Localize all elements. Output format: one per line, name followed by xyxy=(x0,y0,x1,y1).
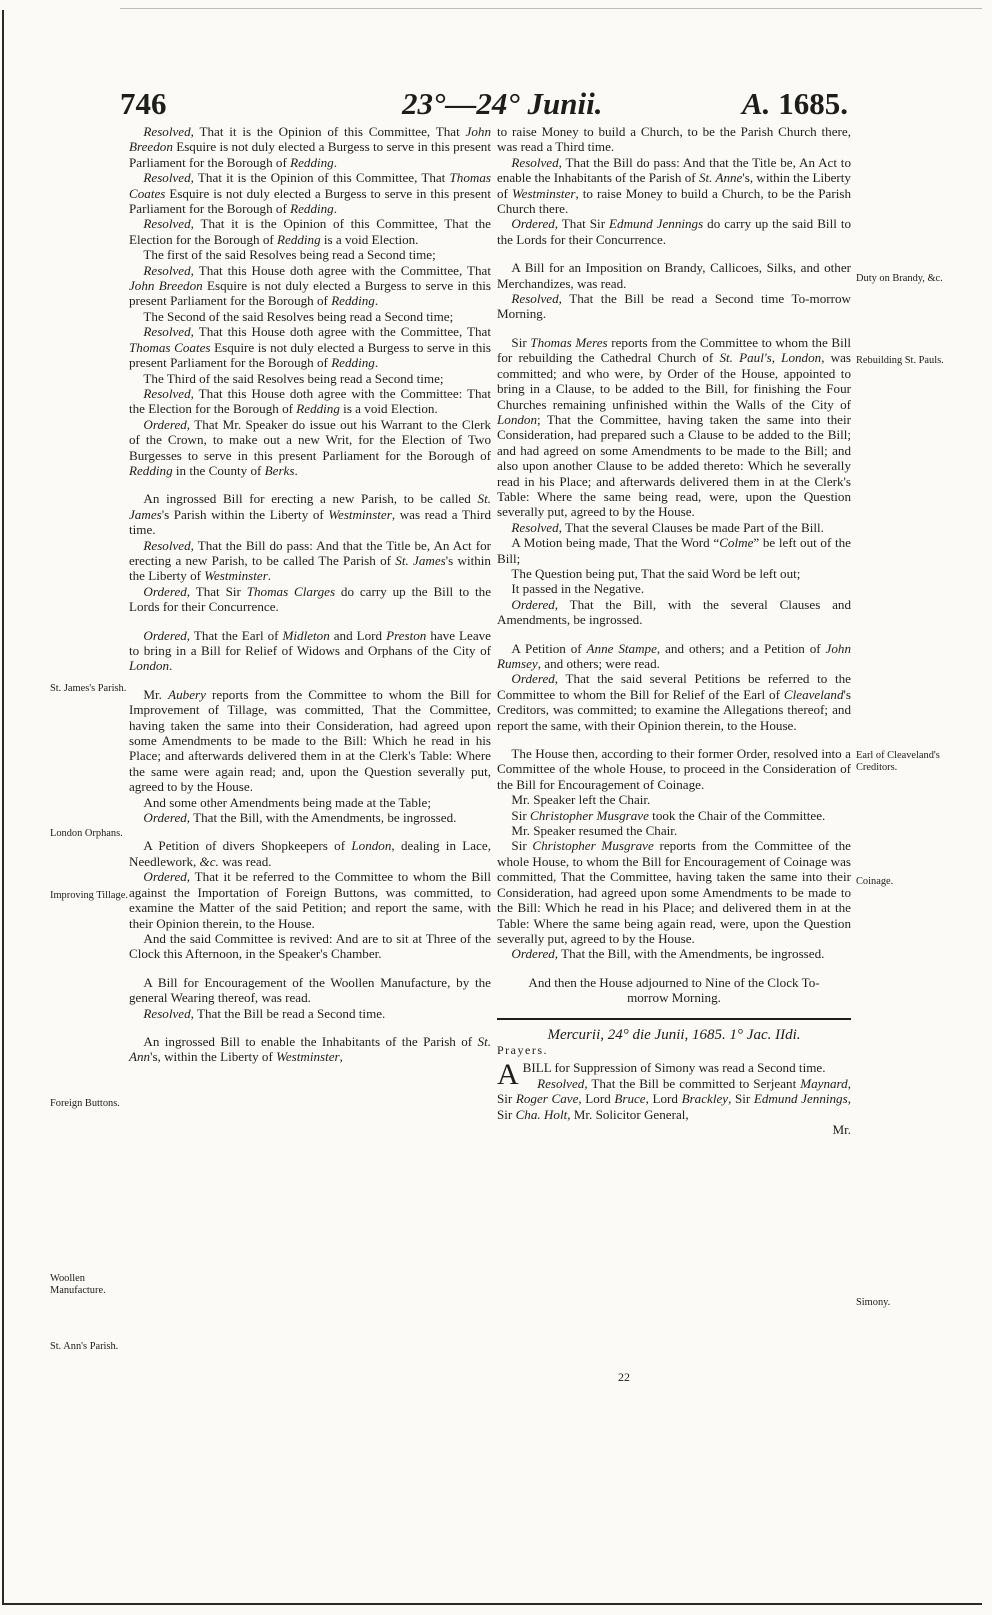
text-segment: That the Earl of xyxy=(190,627,283,643)
text-segment: That the Bill, with the several Clauses and Amendments, be ingrossed. xyxy=(497,596,851,628)
header-year-prefix: A. xyxy=(742,86,771,121)
margin-note: London Orphans. xyxy=(50,828,123,839)
margin-note: Duty on Brandy, &c. xyxy=(856,273,943,284)
italic-segment: Edmund Jennings xyxy=(753,1091,848,1107)
italic-segment: Thomas Meres xyxy=(530,334,608,350)
text-segment: That the several Clauses be made Part of the Bill. xyxy=(561,519,824,535)
page-number: 746 xyxy=(120,86,167,121)
text-segment: . xyxy=(294,462,298,478)
text-segment: That the Bill do pass: And that the Title be, An Act to enable the Inhabitants of the Parish of xyxy=(497,154,851,186)
italic-segment: Christopher Musgrave xyxy=(529,807,649,823)
scan-edge-top xyxy=(120,8,982,9)
italic-segment: Westminster xyxy=(204,568,268,584)
italic-segment: London xyxy=(351,838,392,854)
text-segment: . xyxy=(374,293,379,309)
paragraph xyxy=(497,808,851,823)
italic-segment: &c. xyxy=(199,853,219,869)
paragraph xyxy=(497,1076,851,1122)
paragraph xyxy=(129,263,491,309)
italic-segment: Redding xyxy=(290,154,334,170)
paragraph xyxy=(129,124,491,170)
text-segment: , Sir xyxy=(497,1091,851,1122)
italic-segment: Christopher Musgrave xyxy=(532,838,654,854)
text-segment: , xyxy=(339,1049,343,1065)
header-year-value: 1685. xyxy=(778,86,848,121)
italic-segment: Ordered, xyxy=(143,869,191,885)
italic-segment: Berks xyxy=(264,462,295,478)
text-segment: ; That the Committee, having taken the same into their Consideration, had prepared such a Clause to be added to the Bill; and had agreed on some Amendments to be made to the Bill; and also upon another Clause to be added thereto: Which he severally read in his Place; and afterwards delivered them in at the Clerk's Table: Where the same being read, were, upon the Question severally put, agreed to by the House. xyxy=(497,411,851,520)
catchword: Mr. xyxy=(832,1121,851,1137)
italic-segment: St. James xyxy=(395,552,446,568)
text-segment: Sir xyxy=(511,807,530,823)
italic-segment: Resolved, xyxy=(143,262,194,278)
italic-segment: Resolved, xyxy=(143,216,194,232)
text-segment: 's, within the Liberty of xyxy=(150,1049,277,1065)
italic-segment: Ordered, xyxy=(143,416,191,432)
text-segment: That Sir xyxy=(190,583,247,599)
paragraph xyxy=(129,491,491,537)
spacer xyxy=(497,962,851,975)
text-segment: . xyxy=(169,658,173,674)
text-segment: That the Bill be read a Second time. xyxy=(193,1005,386,1021)
text-segment: That the Bill be committed to Serjeant xyxy=(587,1075,801,1091)
text-segment: That the said several Petitions be referred to the Committee to whom the Bill for Relief of the Earl of xyxy=(497,671,851,702)
text-segment: That the Bill, with the Amendments, be ingrossed. xyxy=(190,810,457,826)
italic-segment: St. James xyxy=(129,491,491,522)
text-segment: That it is the Opinion of this Committee, That the Election for the Borough of xyxy=(129,216,491,247)
paragraph: The first of the said Resolves being read a Second time; xyxy=(143,247,436,263)
paragraph: Mr. Speaker left the Chair. xyxy=(511,792,651,808)
italic-segment: Ordered, xyxy=(511,596,559,612)
text-segment: . xyxy=(333,154,338,170)
text-segment: 's, within the Liberty of xyxy=(497,170,851,201)
italic-segment: Ordered, xyxy=(143,583,191,599)
header-date: 23°—24° Junii. xyxy=(402,86,603,121)
text-segment: Esquire is not duly elected a Burgess to serve in this present Parliament for the Borough of xyxy=(129,139,491,170)
italic-segment: Resolved, xyxy=(511,519,562,535)
italic-segment: St. Anne xyxy=(698,170,743,186)
text-segment: , was read a Third time. xyxy=(129,506,491,538)
italic-segment: Bruce xyxy=(614,1091,646,1107)
italic-segment: London xyxy=(497,411,538,427)
margin-note: Earl of Cleaveland's Creditors. xyxy=(856,750,940,773)
paragraph: Mr. Speaker resumed the Chair. xyxy=(511,823,678,839)
spacer xyxy=(497,628,851,641)
text-segment: 's within the Liberty of xyxy=(129,552,491,584)
scan-edge-left xyxy=(2,10,4,1605)
text-segment: That the Bill do pass: And that the Title be, An Act for erecting a new Parish, to be called The Parish of xyxy=(129,537,491,568)
text-segment: , Sir xyxy=(497,1075,851,1107)
text-segment: Sir xyxy=(511,838,533,854)
spacer xyxy=(129,674,491,687)
italic-segment: Resolved, xyxy=(143,170,194,186)
paragraph xyxy=(129,216,491,247)
spacer xyxy=(129,825,491,838)
paragraph: The House then, according to their former Order, resolved into a Committee of the whole House, to proceed in the Consideration of the Bill for Encouragement of Coinage. xyxy=(497,746,851,792)
paragraph xyxy=(129,810,491,825)
text-segment: That it is the Opinion of this Committee, That xyxy=(193,124,466,139)
italic-segment: Cleaveland xyxy=(783,686,844,702)
spacer xyxy=(129,478,491,491)
text-segment: is a void Election. xyxy=(320,231,419,247)
text-segment: That Sir xyxy=(558,216,610,232)
paragraph xyxy=(129,687,491,795)
paragraph xyxy=(129,538,491,584)
paragraph xyxy=(497,335,851,520)
italic-segment: Resolved, xyxy=(143,324,194,340)
italic-segment: Maynard xyxy=(800,1075,848,1091)
italic-segment: Resolved, xyxy=(143,1005,194,1021)
paragraph: The Question being put, That the said Word be left out; xyxy=(511,565,801,581)
italic-segment: John Breedon xyxy=(129,124,491,155)
italic-segment: Thomas Clarges xyxy=(246,583,336,599)
italic-segment: Resolved, xyxy=(143,124,194,139)
paragraph xyxy=(497,155,851,217)
italic-segment: Midleton xyxy=(282,627,330,643)
italic-segment: Brackley xyxy=(681,1091,729,1107)
text-segment: That this House doth agree with the Committee: That the Election for the Borough of xyxy=(129,385,491,417)
italic-segment: Resolved, xyxy=(537,1075,588,1091)
italic-segment: St. Ann xyxy=(129,1033,491,1065)
scan-edge-bottom xyxy=(2,1603,982,1605)
paragraph: The Second of the said Resolves being read a Second time; xyxy=(143,308,454,324)
paragraph xyxy=(497,838,851,946)
text-segment: , Sir xyxy=(728,1091,754,1107)
drop-cap: A xyxy=(497,1058,519,1092)
text-segment: 's Creditors, was committed; to examine the Allegations thereof; and report the same, with their Opinion therein, to the House. xyxy=(497,686,851,733)
text-segment: reports from the Committee of the whole House, to whom the Bill for Encouragement of Coinage was committed, That the Committee, having taken the same into their Consideration, had agreed upon some Amendments to be made to the Bill: Which he read in his Place; and delivered them in at the Table: Where the same being again read, were, upon the Question severally put, agreed to by the House. xyxy=(497,838,851,946)
paragraph xyxy=(129,417,491,479)
text-segment: and Lord xyxy=(329,627,387,643)
paragraph: A Bill for Encouragement of the Woollen Manufacture, by the general Wearing thereof, was read. xyxy=(129,974,491,1006)
italic-segment: Thomas Coates xyxy=(129,170,491,201)
text-segment: A Petition of divers Shopkeepers of xyxy=(143,838,352,854)
margin-note: St. James's Parish. xyxy=(50,683,127,694)
italic-segment: Resolved, xyxy=(511,291,562,307)
paragraph xyxy=(497,946,851,961)
paragraph: A Bill for an Imposition on Brandy, Callicoes, Silks, and other Merchandizes, was read. xyxy=(497,260,851,291)
right-column xyxy=(497,124,851,1137)
italic-segment: Ordered, xyxy=(143,810,191,826)
text-segment: That this House doth agree with the Committee, That xyxy=(193,324,491,340)
paragraph xyxy=(497,535,851,566)
italic-segment: Westminster xyxy=(511,185,576,201)
italic-segment: Resolved, xyxy=(143,537,194,553)
text-segment: , and others; were read. xyxy=(537,656,660,671)
paragraph xyxy=(129,324,491,370)
text-segment: . xyxy=(333,201,338,217)
margin-note: Foreign Buttons. xyxy=(50,1098,120,1109)
spacer xyxy=(497,733,851,746)
left-column xyxy=(129,124,491,1065)
italic-segment: Ordered, xyxy=(143,627,191,643)
paragraph xyxy=(497,597,851,628)
text-segment: Esquire is not duly elected a Burgess to serve in this present Parliament for the Borough of xyxy=(129,278,491,309)
margin-note: Simony. xyxy=(856,1297,891,1308)
italic-segment: Redding xyxy=(290,201,334,217)
spacer xyxy=(129,962,491,975)
paragraph xyxy=(129,628,491,674)
paragraph xyxy=(497,291,851,322)
text-segment: , to raise Money to build a Church, to be the Parish Church there. xyxy=(497,185,851,217)
text-segment: That the Bill be read a Second time To-morrow Morning. xyxy=(497,291,851,322)
italic-segment: Redding xyxy=(331,355,375,371)
paragraph xyxy=(129,584,491,615)
paragraph: The Third of the said Resolves being read a Second time; xyxy=(143,370,444,386)
text-segment: , dealing in Lace, Needlework, xyxy=(129,838,491,869)
text-segment: That it is the Opinion of this Committee, That xyxy=(193,170,450,186)
signature-mark: 22 xyxy=(618,1370,630,1384)
text-segment: , was committed; and who were, by Order of the House, appointed to bring in a Clause, to be added to the Bill, for finishing the Four Churches remaining unfinished within the Walls of the City of xyxy=(497,350,851,412)
text-segment: . xyxy=(374,355,379,371)
prayers-heading: Prayers. xyxy=(497,1042,548,1057)
paragraph xyxy=(497,641,851,672)
italic-segment: Resolved, xyxy=(511,154,562,170)
text-segment: in the County of xyxy=(172,462,265,478)
italic-segment: Ordered, xyxy=(511,946,559,962)
italic-segment: John Breedon xyxy=(129,278,203,294)
text-segment: Mr. xyxy=(143,686,169,702)
paragraph xyxy=(497,671,851,733)
text-segment: , Mr. Solicitor General, xyxy=(567,1106,689,1122)
text-segment: An ingrossed Bill for erecting a new Parish, to be called xyxy=(143,491,478,507)
italic-segment: Redding xyxy=(277,231,321,247)
paragraph xyxy=(497,216,851,247)
text-segment: do carry up the Bill to the Lords for their Concurrence. xyxy=(129,583,492,615)
text-segment: took the Chair of the Committee. xyxy=(648,807,826,823)
italic-segment: Ordered, xyxy=(511,216,559,232)
text-segment: Esquire is not duly elected a Burgess to serve in this present Parliament for the Borough of xyxy=(129,339,492,371)
text-segment: reports from the Committee to whom the Bill for Improvement of Tillage, was committed, That the Committee, having taken the same into their Consideration, had agreed upon some Amendments to be made to the Bill: Which he read in his Place; and afterwards delivered them in at the Clerk's Table: Where the same were again read; and, upon the Question severally put, agreed to by the House. xyxy=(129,686,491,795)
margin-note: Woollen Manufacture. xyxy=(50,1273,106,1296)
section-divider xyxy=(497,1018,851,1020)
italic-segment: St. Paul's, London xyxy=(719,350,822,366)
text-segment: . xyxy=(267,568,272,584)
paragraph xyxy=(129,170,491,216)
italic-segment: Edmund Jennings xyxy=(609,216,704,232)
italic-segment: Aubery xyxy=(168,686,206,702)
text-segment: , Lord xyxy=(578,1091,615,1107)
text-segment: A Motion being made, That the Word “ xyxy=(511,535,720,551)
italic-segment: Cha. Holt xyxy=(515,1106,568,1122)
text-segment: do carry up the said Bill to the Lords for their Concurrence. xyxy=(497,216,851,247)
italic-segment: Ordered, xyxy=(511,671,559,687)
italic-segment: Westminster xyxy=(276,1049,340,1065)
paragraph xyxy=(129,869,491,931)
text-segment: is a void Election. xyxy=(339,401,438,417)
text-segment: That Mr. Speaker do issue out his Warrant to the Clerk of the Crown, to make out a new Writ, for the Election of Two Burgesses to serve in this present Parliament for the Borough of xyxy=(129,416,491,463)
paragraph: to raise Money to build a Church, to be the Parish Church there, was read a Third time. xyxy=(497,124,851,155)
italic-segment: Redding xyxy=(331,293,375,309)
spacer xyxy=(497,247,851,260)
paragraph xyxy=(497,520,851,535)
paragraph: It passed in the Negative. xyxy=(511,581,645,597)
margin-note: Improving Tillage. xyxy=(50,890,128,901)
italic-segment: Westminster xyxy=(328,506,392,522)
text-segment: , Lord xyxy=(645,1091,682,1107)
paragraph xyxy=(129,838,491,869)
paragraph: And some other Amendments being made at the Table; xyxy=(143,794,431,810)
italic-segment: Redding xyxy=(296,401,340,417)
text-segment: Sir xyxy=(511,334,531,350)
text-segment: Esquire is not duly elected a Burgess to serve in this present Parliament for the Borough of xyxy=(129,185,491,217)
margin-note: Coinage. xyxy=(856,876,894,887)
text-segment: That the Bill, with the Amendments, be ingrossed. xyxy=(558,946,825,962)
text-segment: , and others; and a Petition of xyxy=(656,640,826,656)
text-segment: reports from the Committee to whom the Bill for rebuilding the Cathedral Church of xyxy=(497,334,852,366)
italic-segment: Thomas Coates xyxy=(129,339,211,355)
paragraph xyxy=(129,1034,491,1065)
italic-segment: London xyxy=(129,658,170,674)
header-year xyxy=(742,86,848,122)
text-segment: ” be left out of the Bill; xyxy=(497,535,851,566)
text-segment: have Leave to bring in a Bill for Relief of Widows and Orphans of the City of xyxy=(129,627,491,658)
text-segment: An ingrossed Bill to enable the Inhabitants of the Parish of xyxy=(143,1033,478,1049)
italic-segment: Redding xyxy=(129,462,173,478)
text-segment: That it be referred to the Committee to whom the Bill against the Importation of Foreign Buttons, was committed, to examine the Matter of the said Petition; and report the same, with their Opinion therein, to the House. xyxy=(129,869,491,931)
paragraph: And the said Committee is revived: And are to sit at Three of the Clock this Afternoon, in the Speaker's Chamber. xyxy=(129,930,491,962)
text-segment: That this House doth agree with the Committee, That xyxy=(193,262,491,278)
italic-segment: Resolved, xyxy=(143,385,194,401)
paragraph-text: BILL for Suppression of Simony was read a Second time. xyxy=(522,1060,826,1076)
paragraph xyxy=(129,386,491,417)
text-segment: was read. xyxy=(218,853,272,869)
italic-segment: Preston xyxy=(386,627,427,643)
text-segment: A Petition of xyxy=(511,640,587,656)
italic-segment: Anne Stampe xyxy=(586,640,657,656)
margin-note: St. Ann's Parish. xyxy=(50,1341,119,1352)
margin-note: Rebuilding St. Pauls. xyxy=(856,355,944,366)
spacer xyxy=(497,322,851,335)
spacer xyxy=(129,1021,491,1034)
paragraph xyxy=(129,1006,491,1021)
sitting-heading: Mercurii, 24° die Junii, 1685. 1° Jac. IIdi. xyxy=(547,1026,801,1043)
italic-segment: Colme xyxy=(719,535,754,551)
adjournment-note: And then the House adjourned to Nine of the Clock To-morrow Morning. xyxy=(528,974,820,1006)
text-segment: 's Parish within the Liberty of xyxy=(161,506,329,522)
italic-segment: Roger Cave xyxy=(515,1091,579,1107)
italic-segment: John Rumsey xyxy=(497,640,851,671)
spacer xyxy=(129,615,491,628)
